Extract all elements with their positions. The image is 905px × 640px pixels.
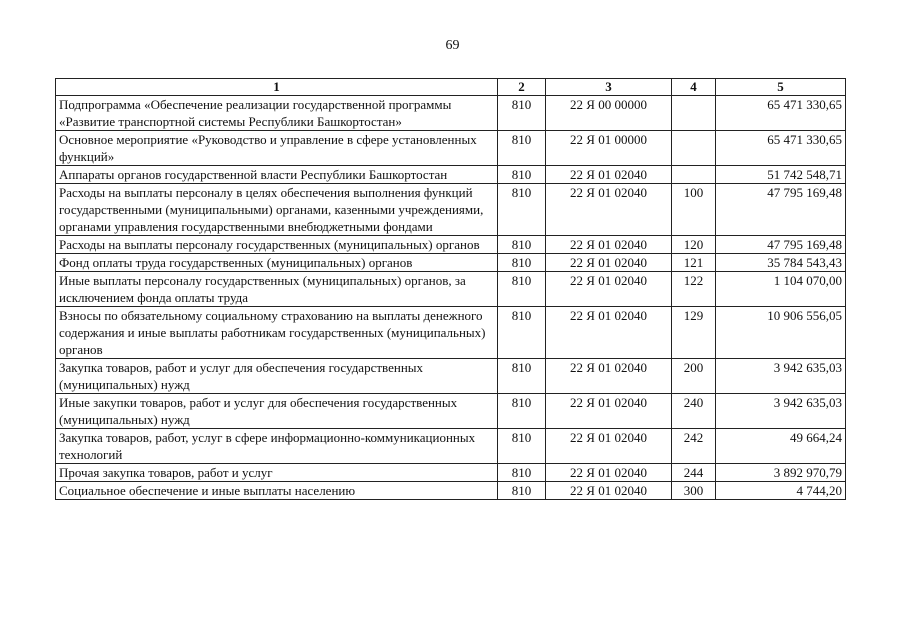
row-name-cell: Расходы на выплаты персоналу государственных (муниципальных) органов — [56, 236, 498, 254]
row-csr-cell: 22 Я 01 02040 — [546, 464, 672, 482]
row-vr-cell: 100 — [672, 184, 716, 236]
row-sum-cell: 47 795 169,48 — [716, 184, 846, 236]
row-vr-cell: 200 — [672, 359, 716, 394]
table-row — [56, 394, 846, 429]
table-row — [56, 307, 846, 359]
row-csr-cell: 22 Я 01 02040 — [546, 482, 672, 500]
row-name-cell: Закупка товаров, работ, услуг в сфере информационно-коммуникационных технологий — [56, 429, 498, 464]
table-row — [56, 96, 846, 131]
row-vr-cell: 242 — [672, 429, 716, 464]
table-row — [56, 131, 846, 166]
row-vr-cell: 240 — [672, 394, 716, 429]
row-ved-cell: 810 — [498, 236, 546, 254]
table-body — [56, 96, 846, 500]
row-name-cell: Фонд оплаты труда государственных (муниципальных) органов — [56, 254, 498, 272]
row-name-cell: Закупка товаров, работ и услуг для обеспечения государственных (муниципальных) нужд — [56, 359, 498, 394]
row-vr-cell: 244 — [672, 464, 716, 482]
row-ved-cell: 810 — [498, 464, 546, 482]
row-ved-cell: 810 — [498, 394, 546, 429]
row-sum-cell: 47 795 169,48 — [716, 236, 846, 254]
row-ved-cell: 810 — [498, 131, 546, 166]
row-sum-cell: 4 744,20 — [716, 482, 846, 500]
table-row — [56, 482, 846, 500]
row-csr-cell: 22 Я 01 02040 — [546, 184, 672, 236]
table-row — [56, 184, 846, 236]
row-sum-cell: 65 471 330,65 — [716, 131, 846, 166]
row-csr-cell: 22 Я 00 00000 — [546, 96, 672, 131]
row-sum-cell: 49 664,24 — [716, 429, 846, 464]
row-vr-cell: 129 — [672, 307, 716, 359]
row-sum-cell: 51 742 548,71 — [716, 166, 846, 184]
row-vr-cell: 122 — [672, 272, 716, 307]
row-ved-cell: 810 — [498, 359, 546, 394]
row-ved-cell: 810 — [498, 429, 546, 464]
row-csr-cell: 22 Я 01 02040 — [546, 307, 672, 359]
row-name-cell: Социальное обеспечение и иные выплаты населению — [56, 482, 498, 500]
row-vr-cell: 300 — [672, 482, 716, 500]
row-sum-cell: 3 892 970,79 — [716, 464, 846, 482]
header-col-2: 2 — [498, 79, 546, 96]
row-name-cell: Подпрограмма «Обеспечение реализации государственной программы «Развитие транспортной системы Республики Башкортостан» — [56, 96, 498, 131]
row-csr-cell: 22 Я 01 00000 — [546, 131, 672, 166]
row-name-cell: Прочая закупка товаров, работ и услуг — [56, 464, 498, 482]
row-csr-cell: 22 Я 01 02040 — [546, 236, 672, 254]
table-row — [56, 236, 846, 254]
row-sum-cell: 3 942 635,03 — [716, 394, 846, 429]
row-vr-cell — [672, 131, 716, 166]
header-col-5: 5 — [716, 79, 846, 96]
row-ved-cell: 810 — [498, 96, 546, 131]
row-vr-cell — [672, 96, 716, 131]
page-number: 69 — [445, 38, 460, 53]
row-ved-cell: 810 — [498, 166, 546, 184]
header-col-4: 4 — [672, 79, 716, 96]
table-row — [56, 166, 846, 184]
budget-table — [55, 78, 846, 500]
row-sum-cell: 35 784 543,43 — [716, 254, 846, 272]
row-name-cell: Иные выплаты персоналу государственных (муниципальных) органов, за исключением фонда оплаты труда — [56, 272, 498, 307]
row-ved-cell: 810 — [498, 184, 546, 236]
table-row — [56, 429, 846, 464]
row-ved-cell: 810 — [498, 272, 546, 307]
row-vr-cell: 121 — [672, 254, 716, 272]
row-ved-cell: 810 — [498, 482, 546, 500]
row-sum-cell: 1 104 070,00 — [716, 272, 846, 307]
row-sum-cell: 10 906 556,05 — [716, 307, 846, 359]
table-row — [56, 464, 846, 482]
row-name-cell: Аппараты органов государственной власти Республики Башкортостан — [56, 166, 498, 184]
row-csr-cell: 22 Я 01 02040 — [546, 394, 672, 429]
table-row — [56, 359, 846, 394]
row-csr-cell: 22 Я 01 02040 — [546, 272, 672, 307]
row-ved-cell: 810 — [498, 254, 546, 272]
row-name-cell: Иные закупки товаров, работ и услуг для обеспечения государственных (муниципальных) нужд — [56, 394, 498, 429]
row-vr-cell — [672, 166, 716, 184]
row-csr-cell: 22 Я 01 02040 — [546, 429, 672, 464]
row-ved-cell: 810 — [498, 307, 546, 359]
row-vr-cell: 120 — [672, 236, 716, 254]
row-name-cell: Взносы по обязательному социальному страхованию на выплаты денежного содержания и иные выплаты работникам государственных (муниципальных) органов — [56, 307, 498, 359]
header-col-1: 1 — [56, 79, 498, 96]
row-csr-cell: 22 Я 01 02040 — [546, 359, 672, 394]
table-row — [56, 272, 846, 307]
row-sum-cell: 65 471 330,65 — [716, 96, 846, 131]
table-row — [56, 254, 846, 272]
row-name-cell: Основное мероприятие «Руководство и управление в сфере установленных функций» — [56, 131, 498, 166]
row-name-cell: Расходы на выплаты персоналу в целях обеспечения выполнения функций государственными (муниципальными) органами, казенными учреждениями, органами управления государственными внебюджетными фондами — [56, 184, 498, 236]
row-sum-cell: 3 942 635,03 — [716, 359, 846, 394]
row-csr-cell: 22 Я 01 02040 — [546, 254, 672, 272]
table-header-row — [56, 79, 846, 96]
row-csr-cell: 22 Я 01 02040 — [546, 166, 672, 184]
header-col-3: 3 — [546, 79, 672, 96]
